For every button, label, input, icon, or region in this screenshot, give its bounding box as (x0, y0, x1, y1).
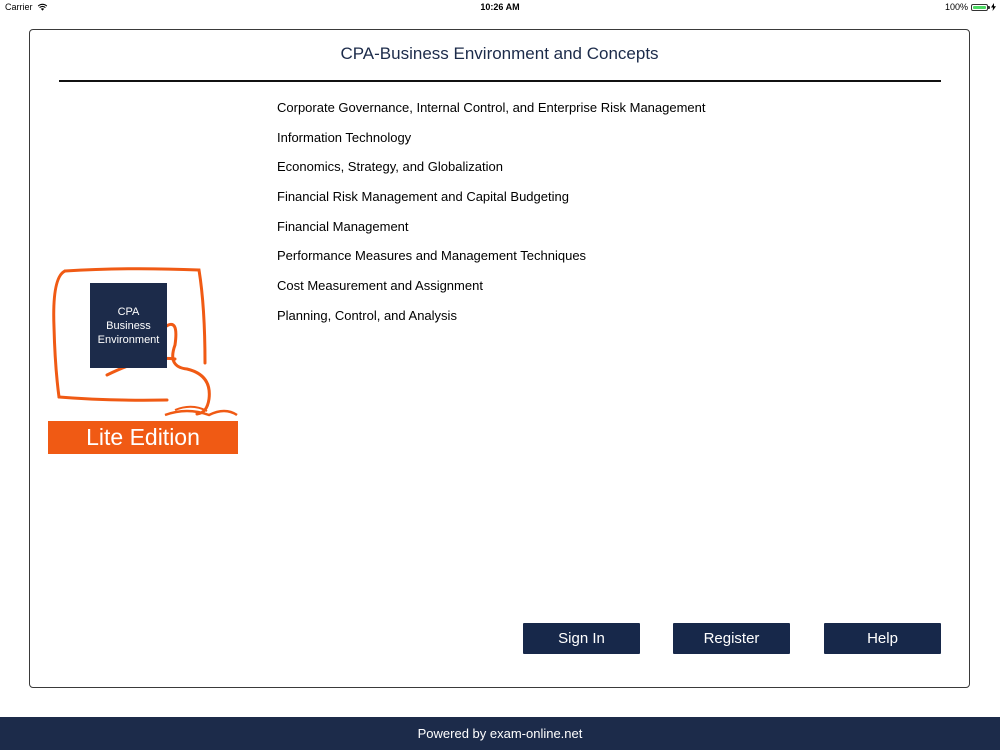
register-button[interactable]: Register (673, 623, 790, 654)
battery-fill (973, 6, 986, 9)
title-divider (59, 80, 941, 82)
topic-item[interactable]: Information Technology (277, 129, 412, 145)
carrier-label: Carrier (5, 2, 33, 12)
topic-item[interactable]: Economics, Strategy, and Globalization (277, 159, 503, 175)
topic-list (277, 99, 706, 337)
help-button[interactable]: Help (824, 623, 941, 654)
logo-line-2: Business (106, 319, 151, 332)
page-title: CPA-Business Environment and Concepts (340, 44, 659, 63)
logo-line-1: CPA (117, 305, 140, 318)
status-bar (0, 0, 1000, 16)
status-right (945, 2, 996, 12)
app-logo (47, 267, 239, 455)
topic-item[interactable]: Financial Risk Management and Capital Budgeting (277, 189, 569, 205)
logo-title-box (90, 283, 167, 368)
topic-item[interactable]: Performance Measures and Management Techniques (277, 248, 587, 264)
battery-icon (971, 4, 988, 11)
logo-line-3: Environment (97, 333, 160, 346)
main-panel (29, 29, 970, 688)
edition-banner: Lite Edition (48, 421, 238, 454)
battery-percent: 100% (944, 2, 968, 12)
topic-item[interactable]: Cost Measurement and Assignment (277, 278, 483, 294)
sign-in-button[interactable]: Sign In (523, 623, 640, 654)
topic-item[interactable]: Corporate Governance, Internal Control, and Enterprise Risk Management (277, 100, 706, 115)
topic-item[interactable]: Financial Management (277, 218, 409, 234)
status-time: 10:26 AM (480, 2, 520, 12)
topic-item[interactable]: Planning, Control, and Analysis (277, 307, 457, 323)
charging-bolt-icon (991, 3, 996, 11)
footer: Powered by exam-online.net (0, 717, 1000, 750)
